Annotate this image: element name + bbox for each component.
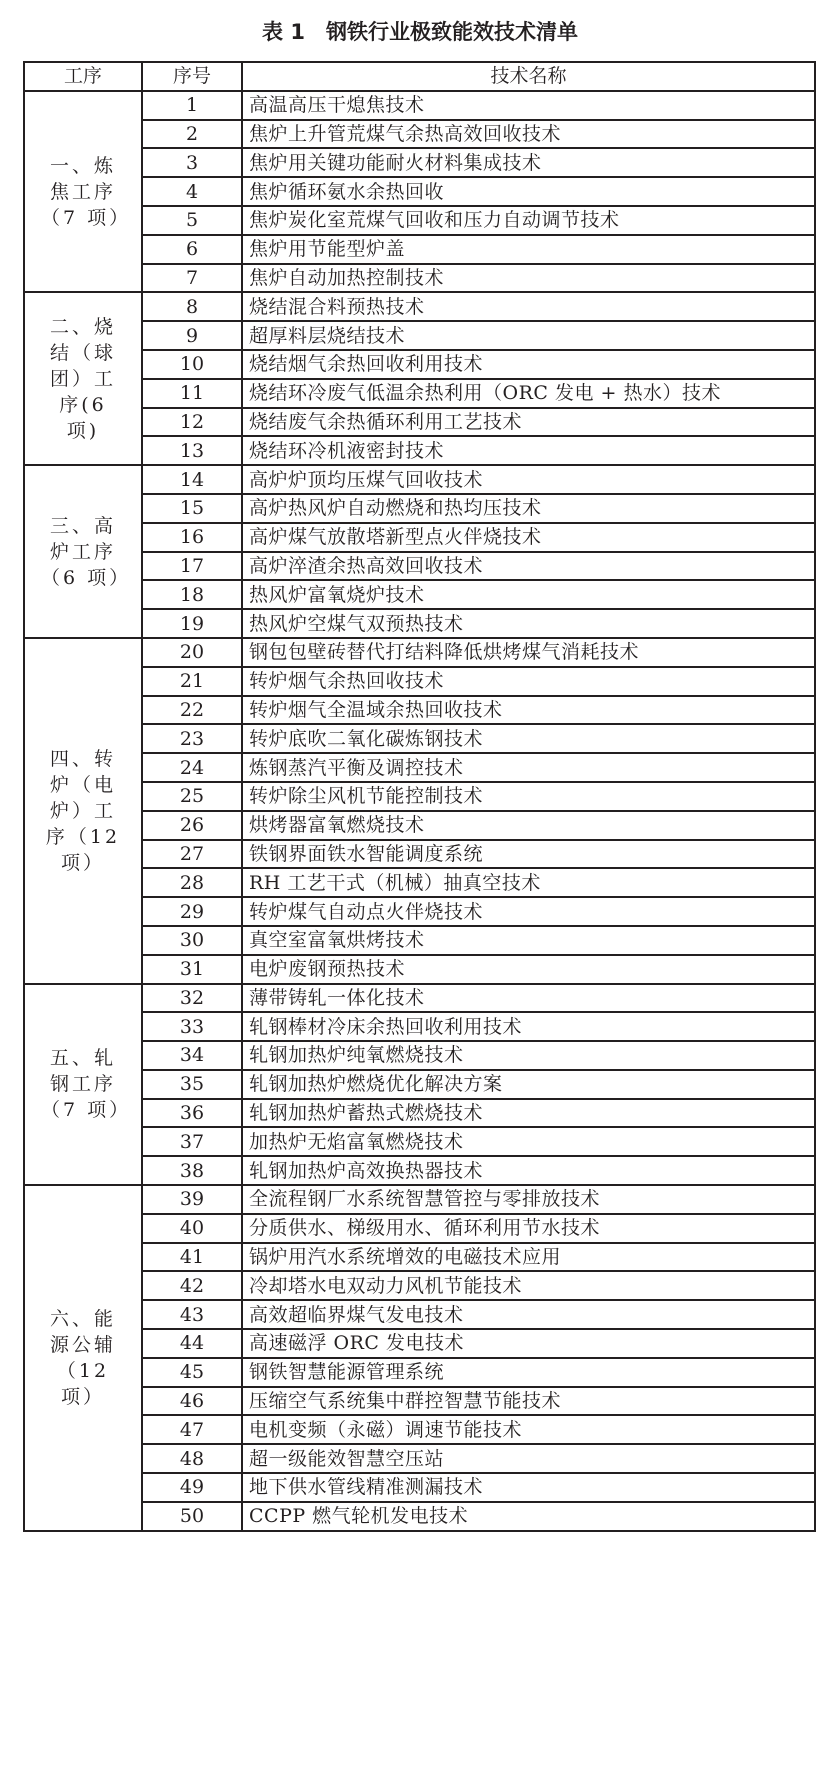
tech-name: 转炉底吹二氧化碳炼钢技术 — [242, 724, 815, 753]
tech-name: 压缩空气系统集中群控智慧节能技术 — [242, 1387, 815, 1416]
tech-name: 烘烤器富氧燃烧技术 — [242, 811, 815, 840]
row-number: 8 — [142, 292, 242, 321]
table-row — [24, 408, 815, 437]
table-row — [24, 1300, 815, 1329]
row-number: 11 — [142, 379, 242, 408]
table-row — [24, 811, 815, 840]
tech-name: 焦炉炭化室荒煤气回收和压力自动调节技术 — [242, 206, 815, 235]
row-number: 30 — [142, 926, 242, 955]
row-number: 3 — [142, 148, 242, 177]
tech-name: 轧钢加热炉纯氧燃烧技术 — [242, 1041, 815, 1070]
row-number: 21 — [142, 667, 242, 696]
table-row — [24, 897, 815, 926]
header-stage: 工序 — [24, 62, 142, 91]
stage-label: 六、能源公辅（12 项） — [49, 1307, 116, 1408]
row-number: 46 — [142, 1387, 242, 1416]
row-number: 32 — [142, 984, 242, 1013]
table-row — [24, 1358, 815, 1387]
table-row — [24, 379, 815, 408]
row-number: 23 — [142, 724, 242, 753]
header-number: 序号 — [142, 62, 242, 91]
table-row — [24, 1070, 815, 1099]
tech-name: 焦炉用节能型炉盖 — [242, 235, 815, 264]
row-number: 28 — [142, 868, 242, 897]
row-number: 45 — [142, 1358, 242, 1387]
row-number: 42 — [142, 1271, 242, 1300]
table-row — [24, 667, 815, 696]
tech-name: 烧结环冷机液密封技术 — [242, 436, 815, 465]
row-number: 25 — [142, 782, 242, 811]
row-number: 9 — [142, 321, 242, 350]
row-number: 35 — [142, 1070, 242, 1099]
table-row — [24, 1012, 815, 1041]
row-number: 34 — [142, 1041, 242, 1070]
tech-name: 轧钢棒材冷床余热回收利用技术 — [242, 1012, 815, 1041]
tech-name: 焦炉用关键功能耐火材料集成技术 — [242, 148, 815, 177]
table-row — [24, 148, 815, 177]
row-number: 22 — [142, 696, 242, 725]
table-row — [24, 984, 815, 1013]
table-row — [24, 177, 815, 206]
stage-cell — [24, 292, 142, 465]
table-row — [24, 292, 815, 321]
table-row — [24, 724, 815, 753]
table-row — [24, 1243, 815, 1272]
table-row — [24, 1156, 815, 1185]
tech-name: 电炉废钢预热技术 — [242, 955, 815, 984]
tech-name: 高效超临界煤气发电技术 — [242, 1300, 815, 1329]
tech-name: 加热炉无焰富氧燃烧技术 — [242, 1127, 815, 1156]
row-number: 50 — [142, 1502, 242, 1531]
tech-name: 烧结环冷废气低温余热利用（ORC 发电 + 热水）技术 — [242, 379, 815, 408]
stage-cell — [24, 91, 142, 293]
row-number: 4 — [142, 177, 242, 206]
row-number: 47 — [142, 1415, 242, 1444]
table-row — [24, 350, 815, 379]
tech-name: 焦炉上升管荒煤气余热高效回收技术 — [242, 120, 815, 149]
table-row — [24, 1041, 815, 1070]
row-number: 12 — [142, 408, 242, 437]
table-row — [24, 1099, 815, 1128]
row-number: 20 — [142, 638, 242, 667]
table-row — [24, 206, 815, 235]
technology-table — [23, 61, 816, 1532]
row-number: 33 — [142, 1012, 242, 1041]
tech-name: 铁钢界面铁水智能调度系统 — [242, 840, 815, 869]
header-tech-name: 技术名称 — [242, 62, 815, 91]
table-row — [24, 782, 815, 811]
table-row — [24, 1329, 815, 1358]
tech-name: 高炉淬渣余热高效回收技术 — [242, 552, 815, 581]
row-number: 48 — [142, 1444, 242, 1473]
tech-name: 电机变频（永磁）调速节能技术 — [242, 1415, 815, 1444]
stage-label: 五、轧钢工序（7 项） — [41, 1047, 132, 1122]
tech-name: 轧钢加热炉高效换热器技术 — [242, 1156, 815, 1185]
row-number: 17 — [142, 552, 242, 581]
stage-label: 三、高炉工序（6 项） — [41, 514, 132, 589]
row-number: 29 — [142, 897, 242, 926]
table-row — [24, 1214, 815, 1243]
table-row — [24, 753, 815, 782]
tech-name: 分质供水、梯级用水、循环利用节水技术 — [242, 1214, 815, 1243]
row-number: 6 — [142, 235, 242, 264]
table-row — [24, 1473, 815, 1502]
tech-name: 转炉烟气余热回收技术 — [242, 667, 815, 696]
table-row — [24, 580, 815, 609]
table-row — [24, 926, 815, 955]
tech-name: 烧结废气余热循环利用工艺技术 — [242, 408, 815, 437]
tech-name: 热风炉空煤气双预热技术 — [242, 609, 815, 638]
table-row — [24, 1127, 815, 1156]
row-number: 44 — [142, 1329, 242, 1358]
tech-name: 烧结混合料预热技术 — [242, 292, 815, 321]
row-number: 16 — [142, 523, 242, 552]
table-title: 表 1 钢铁行业极致能效技术清单 — [262, 20, 578, 44]
table-header-row — [24, 62, 815, 91]
table-row — [24, 1185, 815, 1214]
tech-name: RH 工艺干式（机械）抽真空技术 — [242, 868, 815, 897]
tech-name: 焦炉循环氨水余热回收 — [242, 177, 815, 206]
table-row — [24, 465, 815, 494]
tech-name: 钢包包壁砖替代打结料降低烘烤煤气消耗技术 — [242, 638, 815, 667]
table-row — [24, 638, 815, 667]
table-row — [24, 1415, 815, 1444]
stage-label: 一、炼焦工序（7 项） — [41, 154, 132, 229]
table-row — [24, 436, 815, 465]
table-row — [24, 1502, 815, 1531]
tech-name: 炼钢蒸汽平衡及调控技术 — [242, 753, 815, 782]
row-number: 15 — [142, 494, 242, 523]
table-row — [24, 523, 815, 552]
stage-cell — [24, 984, 142, 1186]
table-row — [24, 955, 815, 984]
tech-name: 转炉烟气全温域余热回收技术 — [242, 696, 815, 725]
row-number: 27 — [142, 840, 242, 869]
tech-name: 烧结烟气余热回收利用技术 — [242, 350, 815, 379]
table-row — [24, 235, 815, 264]
tech-name: 地下供水管线精准测漏技术 — [242, 1473, 815, 1502]
tech-name: 高炉煤气放散塔新型点火伴烧技术 — [242, 523, 815, 552]
row-number: 38 — [142, 1156, 242, 1185]
row-number: 14 — [142, 465, 242, 494]
tech-name: 高炉炉顶均压煤气回收技术 — [242, 465, 815, 494]
tech-name: 钢铁智慧能源管理系统 — [242, 1358, 815, 1387]
tech-name: 转炉除尘风机节能控制技术 — [242, 782, 815, 811]
row-number: 19 — [142, 609, 242, 638]
row-number: 10 — [142, 350, 242, 379]
row-number: 37 — [142, 1127, 242, 1156]
table-row — [24, 120, 815, 149]
tech-name: 锅炉用汽水系统增效的电磁技术应用 — [242, 1243, 815, 1272]
row-number: 13 — [142, 436, 242, 465]
row-number: 43 — [142, 1300, 242, 1329]
table-row — [24, 609, 815, 638]
table-row — [24, 91, 815, 120]
row-number: 36 — [142, 1099, 242, 1128]
table-row — [24, 264, 815, 293]
tech-name: 热风炉富氧烧炉技术 — [242, 580, 815, 609]
table-row — [24, 1271, 815, 1300]
row-number: 1 — [142, 91, 242, 120]
tech-name: 高炉热风炉自动燃烧和热均压技术 — [242, 494, 815, 523]
tech-name: 超厚料层烧结技术 — [242, 321, 815, 350]
table-row — [24, 840, 815, 869]
tech-name: 超一级能效智慧空压站 — [242, 1444, 815, 1473]
tech-name: 转炉煤气自动点火伴烧技术 — [242, 897, 815, 926]
table-row — [24, 696, 815, 725]
stage-label: 四、转炉（电炉）工序（12 项） — [45, 747, 121, 874]
tech-name: 轧钢加热炉燃烧优化解决方案 — [242, 1070, 815, 1099]
tech-name: CCPP 燃气轮机发电技术 — [242, 1502, 815, 1531]
tech-name: 高温高压干熄焦技术 — [242, 91, 815, 120]
row-number: 5 — [142, 206, 242, 235]
tech-name: 轧钢加热炉蓄热式燃烧技术 — [242, 1099, 815, 1128]
table-body — [24, 91, 815, 1531]
table-row — [24, 494, 815, 523]
row-number: 31 — [142, 955, 242, 984]
row-number: 39 — [142, 1185, 242, 1214]
tech-name: 高速磁浮 ORC 发电技术 — [242, 1329, 815, 1358]
tech-name: 薄带铸轧一体化技术 — [242, 984, 815, 1013]
row-number: 41 — [142, 1243, 242, 1272]
table-row — [24, 868, 815, 897]
row-number: 26 — [142, 811, 242, 840]
table-row — [24, 1444, 815, 1473]
tech-name: 全流程钢厂水系统智慧管控与零排放技术 — [242, 1185, 815, 1214]
row-number: 18 — [142, 580, 242, 609]
row-number: 2 — [142, 120, 242, 149]
table-row — [24, 552, 815, 581]
tech-name: 真空室富氧烘烤技术 — [242, 926, 815, 955]
stage-cell — [24, 465, 142, 638]
table-row — [24, 1387, 815, 1416]
row-number: 49 — [142, 1473, 242, 1502]
stage-label: 二、烧结（球团）工序(6 项) — [49, 315, 116, 442]
tech-name: 焦炉自动加热控制技术 — [242, 264, 815, 293]
row-number: 24 — [142, 753, 242, 782]
stage-cell — [24, 1185, 142, 1531]
row-number: 7 — [142, 264, 242, 293]
stage-cell — [24, 638, 142, 984]
table-row — [24, 321, 815, 350]
tech-name: 冷却塔水电双动力风机节能技术 — [242, 1271, 815, 1300]
row-number: 40 — [142, 1214, 242, 1243]
